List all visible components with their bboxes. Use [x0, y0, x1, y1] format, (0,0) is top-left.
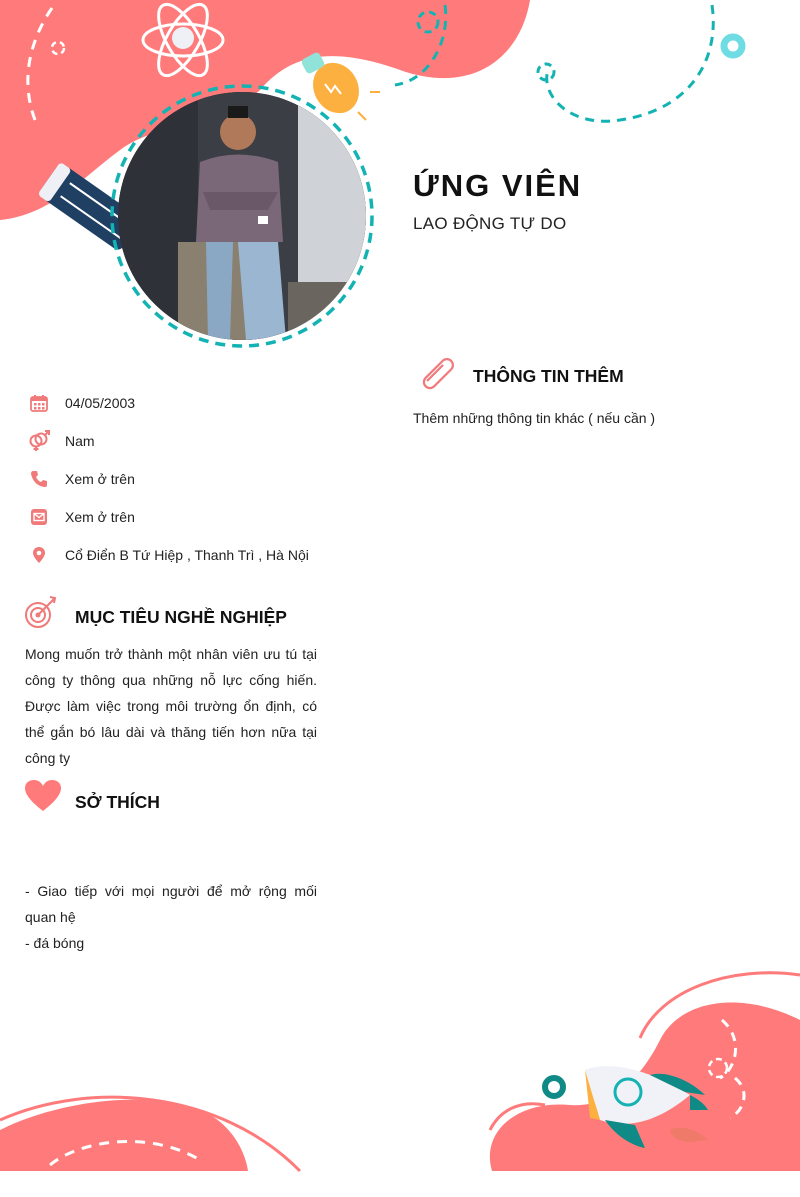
calendar-icon	[28, 392, 50, 414]
person-photo-illustration	[118, 92, 366, 340]
address-value: Cổ Điển B Tứ Hiệp , Thanh Trì , Hà Nội	[65, 547, 309, 563]
profile-photo	[118, 92, 366, 340]
teal-ring-dot	[724, 37, 742, 55]
objective-title: MỤC TIÊU NGHỀ NGHIỆP	[75, 607, 287, 627]
info-row-gender	[28, 422, 328, 460]
hobbies-title: SỞ THÍCH	[75, 792, 160, 812]
additional-info-title: THÔNG TIN THÊM	[473, 366, 624, 386]
personal-info-list	[28, 384, 328, 574]
birthdate-value: 04/05/2003	[65, 395, 136, 411]
hobbies-list	[25, 878, 317, 956]
bottom-teal-ring	[545, 1078, 563, 1096]
info-row-address	[28, 536, 328, 574]
info-row-phone	[28, 460, 328, 498]
phone-icon	[28, 468, 50, 490]
gender-icon	[28, 430, 50, 452]
profile-photo-frame	[108, 82, 376, 350]
heart-icon	[24, 779, 62, 813]
email-icon	[28, 506, 50, 528]
header-block	[413, 168, 582, 234]
target-icon	[24, 595, 58, 629]
hobby-item: - Giao tiếp với mọi người để mở rộng mối quan hệ	[25, 883, 317, 925]
phone-value: Xem ở trên	[65, 471, 135, 487]
info-row-birthdate	[28, 384, 328, 422]
hobby-item: - đá bóng	[25, 935, 85, 951]
bottom-decoration	[0, 960, 800, 1197]
objective-text: Mong muốn trở thành một nhân viên ưu tú tại công ty thông qua những nỗ lực cống hiến. Được làm việc trong môi trường ổn định, có thể gắn bó lâu dài và thăng tiến hơn nữa tại công ty	[25, 646, 317, 766]
bottom-left-coral-blob	[0, 1100, 248, 1171]
job-title: LAO ĐỘNG TỰ DO	[413, 214, 567, 233]
info-row-email	[28, 498, 328, 536]
paperclip-icon	[415, 353, 459, 397]
gender-value: Nam	[65, 433, 95, 449]
candidate-name: ỨNG VIÊN	[413, 168, 583, 203]
location-pin-icon	[28, 544, 50, 566]
additional-info-text: Thêm những thông tin khác ( nếu cần )	[413, 410, 656, 426]
email-value: Xem ở trên	[65, 509, 135, 525]
top-teal-dashed-right	[547, 5, 714, 121]
